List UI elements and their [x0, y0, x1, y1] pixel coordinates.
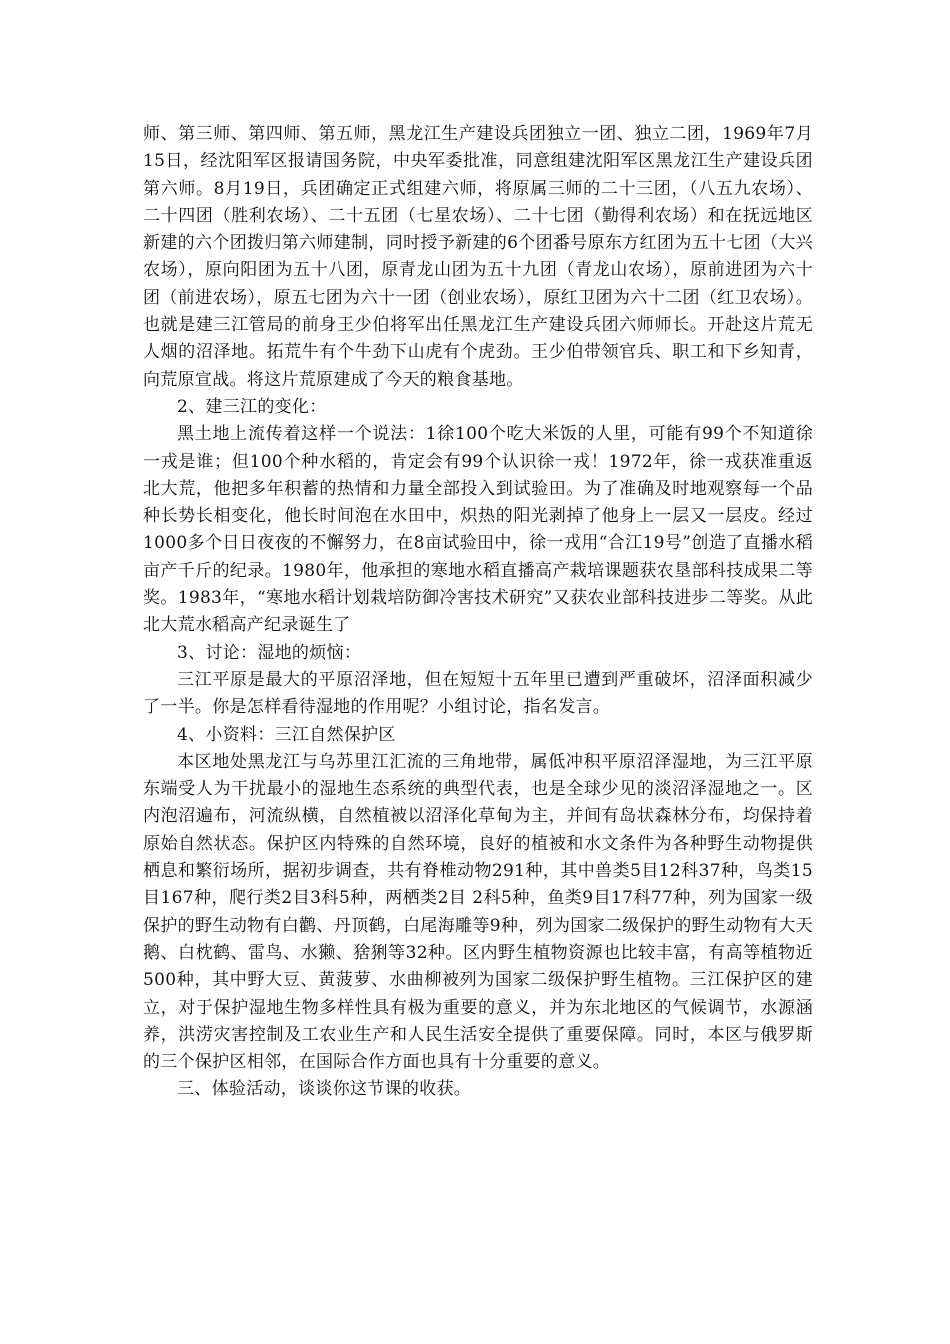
paragraph-xu-yirong: 黑土地上流传着这样一个说法：1徐100个吃大米饭的人里，可能有99个不知道徐一戎是谁；但100个种水稻的，肯定会有99个认识徐一戎！1972年，徐一戎获准重返北大荒，他把多年积蓄的热情和力量全部投入到试验田。为了准确及时地观察每一个品种长势长相变化，他长时间泡在水田中，炽热的阳光剥掉了他身上一层又一层皮。经过1000多个日日夜夜的不懈努力，在8亩试验田中，徐一戎用“合江19号”创造了直播水稻亩产千斤的纪录。1980年，他承担的寒地水稻直播高产栽培课题获农垦部科技成果二等奖。1983年，“寒地水稻计划栽培防御冷害技术研究”又获农业部科技进步二等奖。从此北大荒水稻高产纪录诞生了 [143, 424, 813, 636]
heading-jiansanjiang-changes: 2、建三江的变化： [177, 396, 327, 417]
document-body [143, 121, 813, 1104]
heading-experience-activity: 三、体验活动，谈谈你这节课的收获。 [177, 1079, 472, 1100]
heading-wetland-discussion: 3、讨论：湿地的烦恼： [177, 642, 362, 663]
paragraph-history: 师、第三师、第四师、第五师，黑龙江生产建设兵团独立一团、独立二团，1969年7月15日，经沈阳军区报请国务院，中央军委批准，同意组建沈阳军区黑龙江生产建设兵团第六师。8月19日，兵团确定正式组建六师，将原属三师的二十三团，（八五九农场）、二十四团（胜利农场）、二十五团（七星农场）、二十七团（勤得利农场）和在抚远地区新建的六个团拨归第六师建制，同时授予新建的6个团番号原东方红团为五十七团（大兴农场），原向阳团为五十八团，原青龙山团为五十九团（青龙山农场），原前进团为六十团（前进农场），原五七团为六十一团（创业农场），原红卫团为六十二团（红卫农场）。也就是建三江管局的前身王少伯将军出任黑龙江生产建设兵团六师师长。开赴这片荒无人烟的沼泽地。拓荒牛有个牛劲下山虎有个虎劲。王少伯带领官兵、职工和下乡知青，向荒原宣战。将这片荒原建成了今天的粮食基地。 [143, 124, 813, 390]
paragraph-nature-reserve: 本区地处黑龙江与乌苏里江汇流的三角地带，属低冲积平原沼泽湿地，为三江平原东端受人为干扰最小的湿地生态系统的典型代表，也是全球少见的淡沼泽湿地之一。区内泡沼遍布，河流纵横，自然植被以沼泽化草甸为主，并间有岛状森林分布，均保持着原始自然状态。保护区内特殊的自然环境，良好的植被和水文条件为各种野生动物提供栖息和繁衍场所，据初步调查，共有脊椎动物291种，其中兽类5目12科37种，鸟类15目167种，爬行类2目3科5种，两栖类2目 2科5种，鱼类9目17科77种，列为国家一级保护的野生动物有白鹳、丹顶鹤，白尾海雕等9种，列为国家二级保护的野生动物有大天鹅、白枕鹤、雷鸟、水獭、猞猁等32种。区内野生植物资源也比较丰富，有高等植物近500种，其中野大豆、黄菠萝、水曲柳被列为国家二级保护野生植物。三江保护区的建立，对于保护湿地生物多样性具有极为重要的意义，并为东北地区的气候调节，水源涵养，洪涝灾害控制及工农业生产和人民生活安全提供了重要保障。同时，本区与俄罗斯的三个保护区相邻，在国际合作方面也具有十分重要的意义。 [143, 751, 813, 1073]
paragraph-wetland-discussion: 三江平原是最大的平原沼泽地，但在短短十五年里已遭到严重破坏，沼泽面积减少了一半。你是怎样看待湿地的作用呢？小组讨论，指名发言。 [143, 669, 813, 718]
heading-nature-reserve: 4、小资料：三江自然保护区 [177, 724, 396, 745]
